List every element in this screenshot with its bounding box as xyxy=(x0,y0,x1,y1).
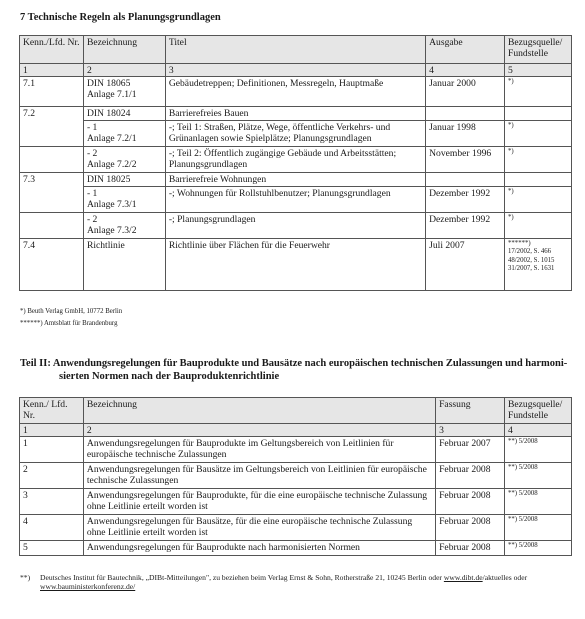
row-number: 5 xyxy=(20,541,84,556)
table-row xyxy=(20,489,572,515)
table-row xyxy=(20,107,572,121)
footnote-amtsblatt: ******) Amtsblatt für Brandenburg xyxy=(20,320,118,327)
row-titel: Barrierefreies Bauen xyxy=(165,107,425,121)
col-number: 5 xyxy=(505,64,572,77)
row-quelle: *) xyxy=(505,213,572,239)
row-titel: Gebäudetreppen; Definitionen, Messregeln, Hauptmaße xyxy=(165,77,425,107)
row-quelle: **) 5/2008 xyxy=(504,437,571,463)
col-number: 3 xyxy=(436,424,505,437)
section-heading-teil-2-cont: sierten Normen nach der Bauproduktenrichtlinie xyxy=(59,371,280,382)
row-quelle: **) 5/2008 xyxy=(504,515,571,541)
row-ausgabe: November 1996 xyxy=(426,147,505,173)
col-header-titel: Titel xyxy=(165,36,425,64)
col-number: 1 xyxy=(20,64,84,77)
table-row xyxy=(20,213,572,239)
row-titel: -; Teil 1: Straßen, Plätze, Wege, öffentliche Verkehrs- und Grünanlagen sowie Spielplätze; Planungsgrundlagen xyxy=(165,121,425,147)
row-quelle: *) xyxy=(505,77,572,107)
footnote-beuth: *) Beuth Verlag GmbH, 10772 Berlin xyxy=(20,308,123,315)
col-header-nr: Kenn./Lfd. Nr. xyxy=(20,36,84,64)
col-header-bezeichnung: Bezeichnung xyxy=(83,36,165,64)
row-bezeichnung: - 1 Anlage 7.2/1 xyxy=(83,121,165,147)
col-header-ausgabe: Ausgabe xyxy=(426,36,505,64)
row-titel: -; Teil 2: Öffentlich zugängige Gebäude und Arbeitsstätten; Planungsgrundlagen xyxy=(165,147,425,173)
row-number: 7.2 xyxy=(20,107,84,121)
row-bezeichnung: DIN 18024 xyxy=(83,107,165,121)
row-titel: Richtlinie über Flächen für die Feuerwehr xyxy=(165,239,425,291)
row-bezeichnung: Anwendungsregelungen für Bauprodukte, für die eine europäische technische Zulassung ohne Leitlinie erteilt worden ist xyxy=(83,489,435,515)
table-row xyxy=(20,437,572,463)
footnote-mark: **) xyxy=(20,573,31,582)
table-row xyxy=(20,187,572,213)
row-quelle: **) 5/2008 xyxy=(504,489,571,515)
row-number: 3 xyxy=(20,489,84,515)
row-quelle: *) xyxy=(505,187,572,213)
table-row xyxy=(20,147,572,173)
table-row xyxy=(20,515,572,541)
row-bezeichnung: Anwendungsregelungen für Bausätze, für die eine europäische technische Zulassung ohne Leitlinie erteilt worden ist xyxy=(83,515,435,541)
technical-rules-table xyxy=(19,35,572,291)
row-quelle: **) 5/2008 xyxy=(504,463,571,489)
application-rules-table xyxy=(19,397,572,556)
row-fassung: Februar 2008 xyxy=(436,463,505,489)
row-number: 7.1 xyxy=(20,77,84,107)
row-ausgabe: Dezember 1992 xyxy=(426,213,505,239)
bauministerkonferenz-link[interactable]: www.bauministerkonferenz.de/ xyxy=(40,582,136,591)
row-bezeichnung: - 1 Anlage 7.3/1 xyxy=(83,187,165,213)
col-number: 2 xyxy=(83,64,165,77)
row-number: 2 xyxy=(20,463,84,489)
footnote-dibt: Deutsches Institut für Bautechnik, „DIBt-Mitteilungen", zu beziehen beim Verlag Ernst & Sohn, Rotherstraße 21, 10245 Berlin oder www.dibt.de/aktuelles oder www.bauministerkonferenz.de/ xyxy=(40,573,528,591)
row-bezeichnung: Anwendungsregelungen für Bauprodukte im Geltungsbereich von Leitlinien für europäische technische Zulassungen xyxy=(83,437,435,463)
col-header-bezeichnung: Bezeichnung xyxy=(83,398,435,424)
col-number: 4 xyxy=(504,424,571,437)
col-number: 3 xyxy=(165,64,425,77)
col-header-quelle: Bezugsquelle/ Fundstelle xyxy=(504,398,571,424)
row-number: 7.3 xyxy=(20,173,84,187)
row-bezeichnung: DIN 18025 xyxy=(83,173,165,187)
row-quelle: ******) 17/2002, S. 466 48/2002, S. 1015 31/2007, S. 1631 xyxy=(505,239,572,291)
col-header-quelle: Bezugsquelle/ Fundstelle xyxy=(505,36,572,64)
row-number: 7.4 xyxy=(20,239,84,291)
row-quelle: **) 5/2008 xyxy=(504,541,571,556)
row-quelle: *) xyxy=(505,147,572,173)
row-ausgabe: Dezember 1992 xyxy=(426,187,505,213)
row-bezeichnung: - 2 Anlage 7.3/2 xyxy=(83,213,165,239)
row-bezeichnung: Richtlinie xyxy=(83,239,165,291)
col-number: 1 xyxy=(20,424,84,437)
section-heading-teil-2: Teil II: Anwendungsregelungen für Bauprodukte und Bausätze nach europäischen technischen Zulassungen und harmoni- xyxy=(20,358,568,369)
table-row xyxy=(20,463,572,489)
row-bezeichnung: Anwendungsregelungen für Bauprodukte nach harmonisierten Normen xyxy=(83,541,435,556)
row-fassung: Februar 2007 xyxy=(436,437,505,463)
row-quelle: *) xyxy=(505,121,572,147)
row-number: 4 xyxy=(20,515,84,541)
row-fassung: Februar 2008 xyxy=(436,489,505,515)
row-bezeichnung: - 2 Anlage 7.2/2 xyxy=(83,147,165,173)
table-row xyxy=(20,541,572,556)
section-heading-7: 7 Technische Regeln als Planungsgrundlagen xyxy=(20,12,221,23)
row-titel: -; Wohnungen für Rollstuhlbenutzer; Planungsgrundlagen xyxy=(165,187,425,213)
col-number: 4 xyxy=(426,64,505,77)
row-ausgabe: Januar 2000 xyxy=(426,77,505,107)
col-header-nr: Kenn./ Lfd. Nr. xyxy=(20,398,84,424)
table-row xyxy=(20,77,572,107)
col-header-fassung: Fassung xyxy=(436,398,505,424)
row-fassung: Februar 2008 xyxy=(436,541,505,556)
row-fassung: Februar 2008 xyxy=(436,515,505,541)
row-bezeichnung: DIN 18065 Anlage 7.1/1 xyxy=(83,77,165,107)
dibt-link[interactable]: www.dibt.de xyxy=(443,573,483,582)
row-titel: -; Planungsgrundlagen xyxy=(165,213,425,239)
table-row xyxy=(20,121,572,147)
row-bezeichnung: Anwendungsregelungen für Bausätze im Geltungsbereich von Leitlinien für europäische technische Zulassungen xyxy=(83,463,435,489)
row-ausgabe: Juli 2007 xyxy=(426,239,505,291)
row-titel: Barrierefreie Wohnungen xyxy=(165,173,425,187)
row-number: 1 xyxy=(20,437,84,463)
row-ausgabe: Januar 1998 xyxy=(426,121,505,147)
table-row xyxy=(20,173,572,187)
col-number: 2 xyxy=(83,424,435,437)
table-row xyxy=(20,239,572,291)
